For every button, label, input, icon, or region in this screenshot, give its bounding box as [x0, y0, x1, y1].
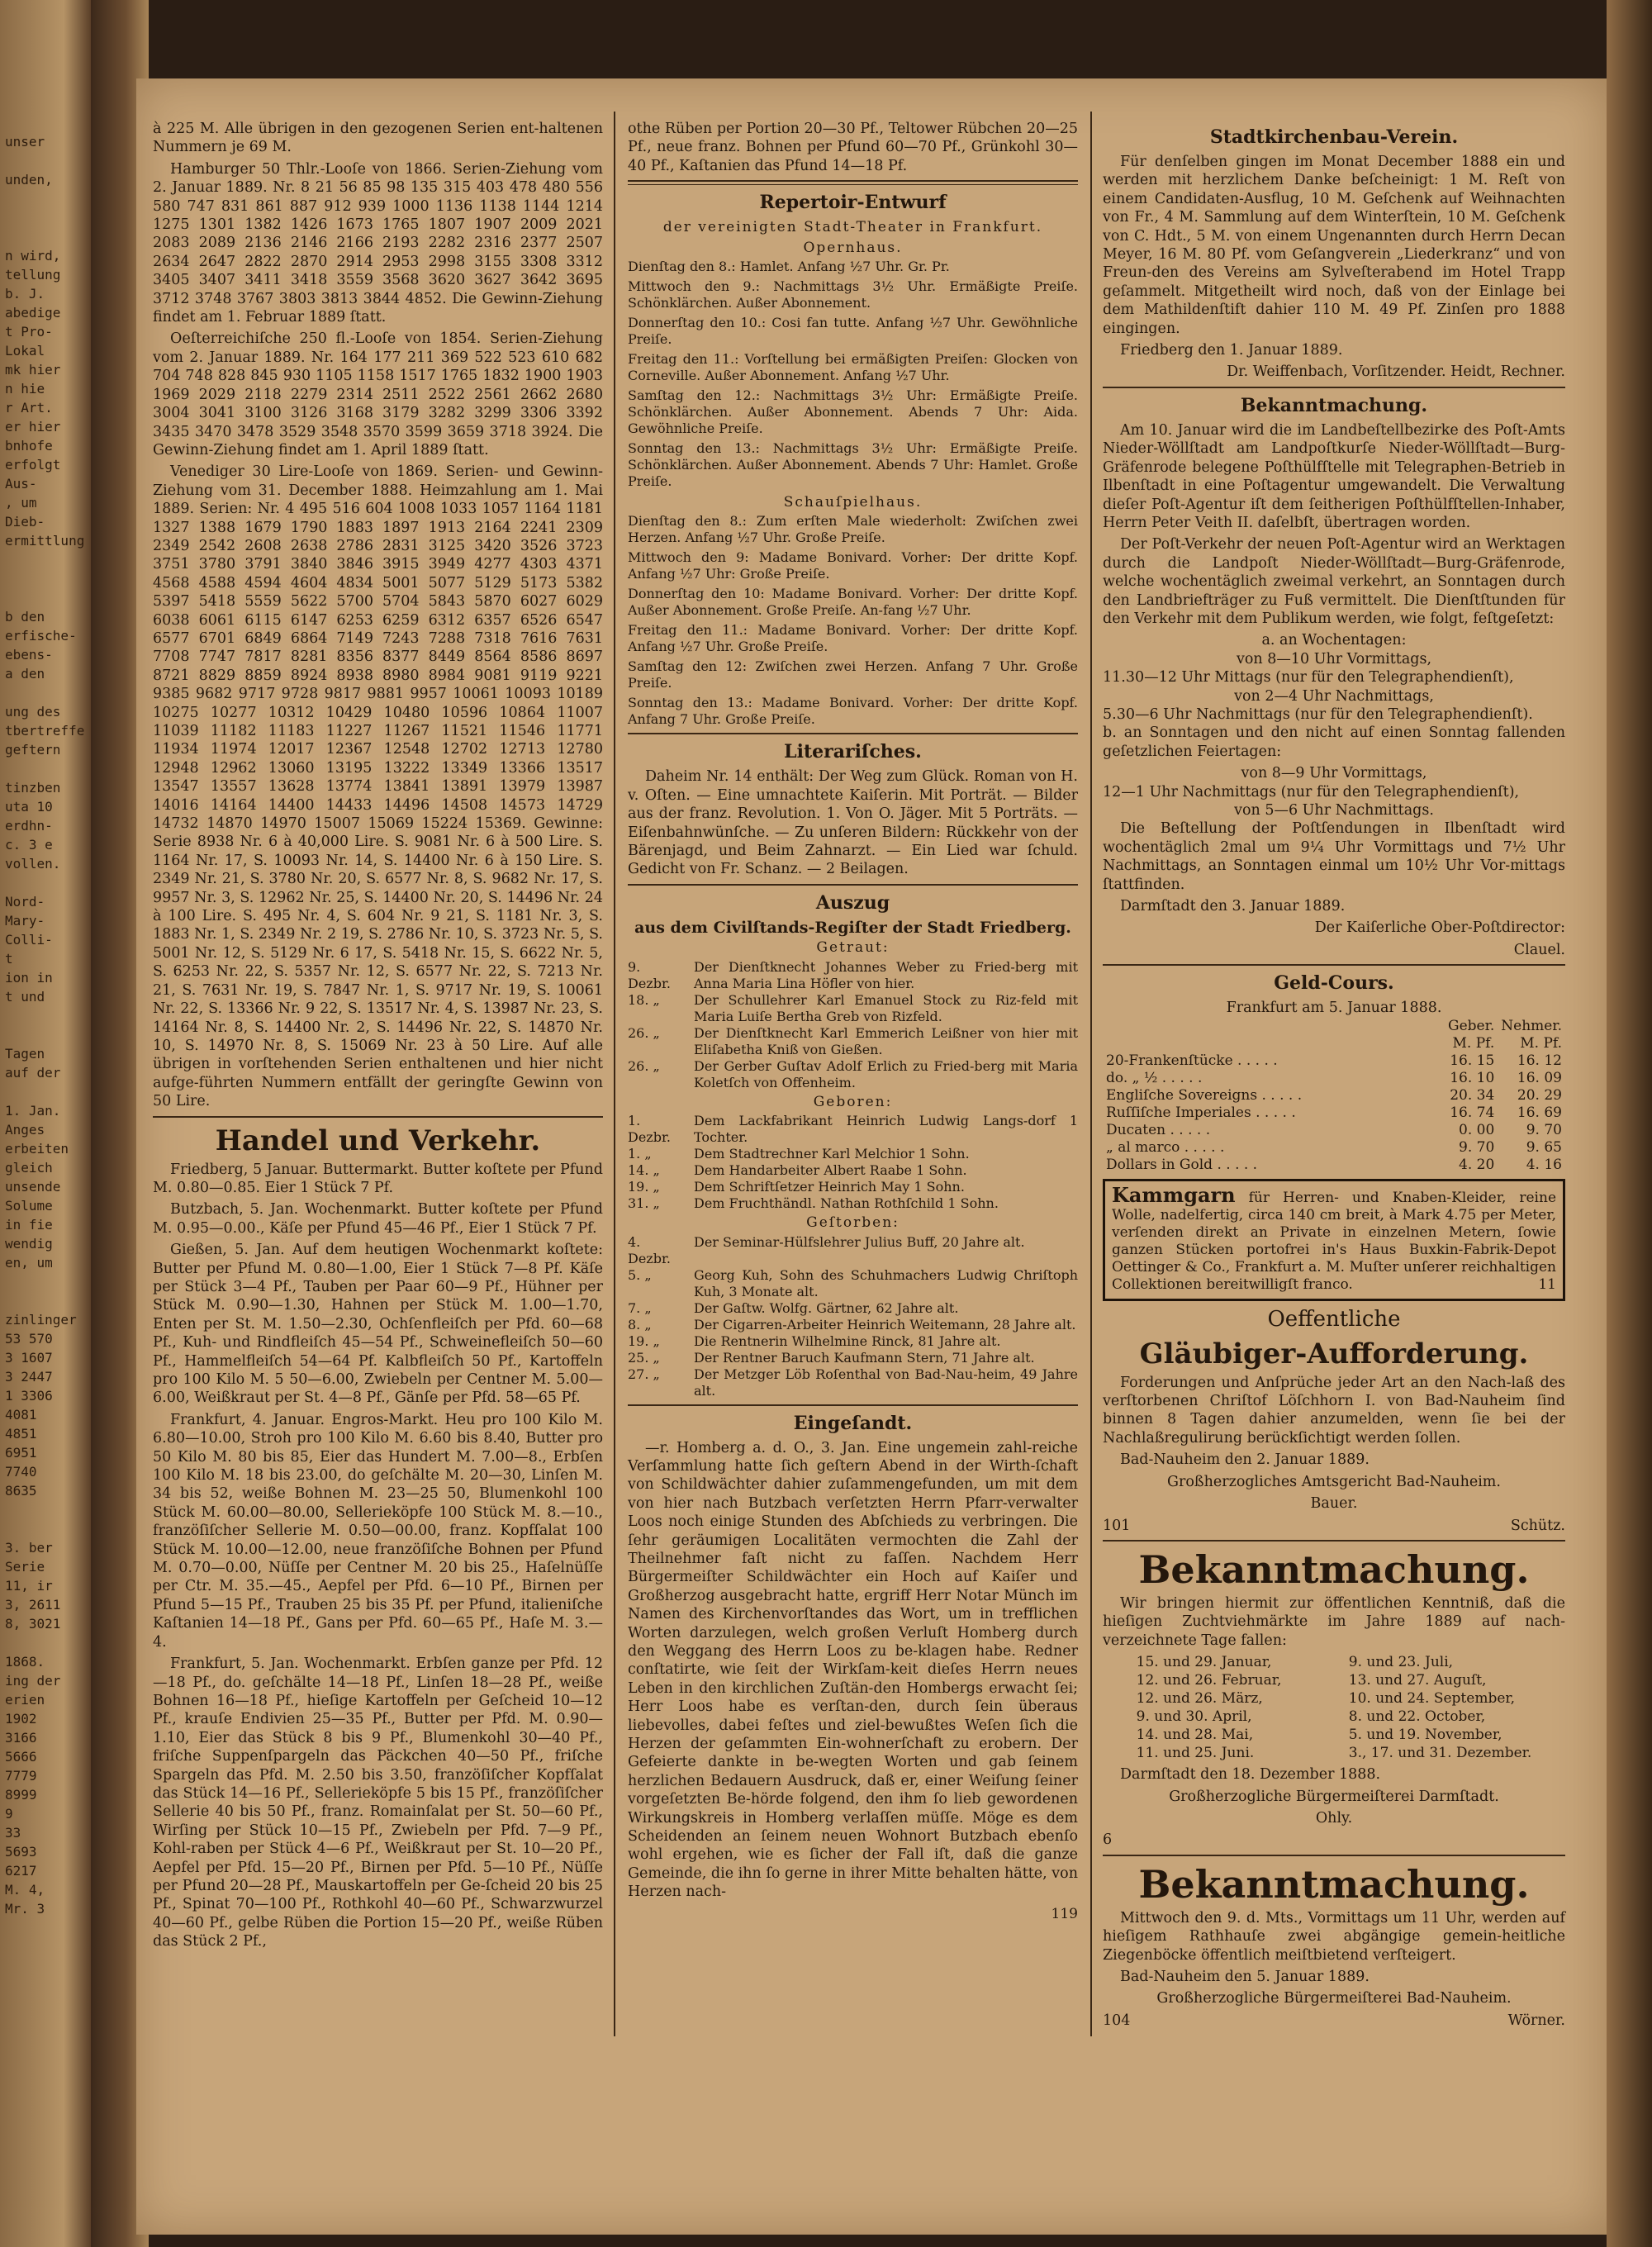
section-heading-handel: Handel und Verkehr. [215, 1124, 541, 1157]
registry-entry [628, 992, 1078, 1025]
registry-entry [628, 1025, 1078, 1058]
registry-text: Dem Schriftſetzer Heinrich May 1 Sohn. [694, 1179, 965, 1195]
geboren-heading: Geboren: [813, 1093, 893, 1110]
opera-entry: Donnerſtag den 10.: Cosi fan tutte. Anfang ½7 Uhr. Gewöhnliche Preiſe. [628, 315, 1078, 348]
registry-date: 26. „ [628, 1024, 660, 1041]
hours-heading: a. an Wochentagen: [1261, 632, 1407, 649]
section-divider [153, 1116, 603, 1118]
kirchenbau-signature: Dr. Weiffenbach, Vorſitzender. Heidt, Rechner. [1227, 363, 1565, 381]
column-rule [1090, 112, 1092, 2036]
ad-brand: Kammgarn [1112, 1182, 1236, 1207]
section-divider [628, 1404, 1078, 1406]
market-date: 12. und 26. Februar, [1136, 1672, 1282, 1689]
opernhaus-heading: Opernhaus. [803, 239, 903, 256]
market-report: Frankfurt, 4. Januar. Engros-Markt. Heu pro 100 Kilo M. 6.80—10.00, Stroh pro 100 Kilo M. 6.60 bis 8.40, Butter pro 50 Kilo M. 80 bis 85, Eier das Hundert M. 7.00—8., Erbſen 100 Kilo M. 18 bis 23.00, do geſchälte M. 20—30, Linſen M. 34 bis 52, weiße Bohnen M. 23—25 50, Blumenkohl 100 Stück M. 60.00—80.00, Sellerieköpfe 100 Stück M. 8.—10., franzöſiſcher Sellerie M. 0.50—00.00, franz. Kopfſalat 100 Stück M. 10.00—12.00, neue franzöſiſche Bohnen per Pfund M. 0.70—0.00, Nüſſe per Centner M. 20 bis 25., Haſelnüſſe per Ctr. M. 35.—45., Aepfel per Pfd. 6—10 Pf., Birnen per Pfund 5—15 Pf., Trauben 25 bis 35 Pf. per Pfund, italieniſche Kaſtanien 14—18 Pf., Gans per Pfd. 60—65 Pf., Haſe M. 3.—4. [153, 1411, 603, 1651]
repertoir-subtitle: der vereinigten Stadt-Theater in Frankfurt. [662, 219, 1043, 236]
registry-text: Der Gaſtw. Wolfg. Gärtner, 62 Jahre alt. [694, 1299, 959, 1316]
table-row [1103, 1122, 1565, 1139]
bekanntmachung-signature: Clauel. [1513, 941, 1565, 958]
market-dates [1103, 1653, 1565, 1762]
lottery-paragraph: Oeſterreichiſche 250 fl.-Looſe von 1854. Serien-Ziehung vom 2. Januar 1889. Nr. 164 177 211 369 522 523 610 682 704 748 828 845 930 1105 1158 1517 1765 1832 1900 1903 1969 2029 2118 2279 2314 2511 2522 2561 2662 2680 3004 3041 3100 3126 3168 3179 3282 3299 3306 3392 3435 3470 3478 3529 3548 3570 3599 3659 3718 3924. Die Gewinn-Ziehung findet am 1. April 1889 ſtatt. [153, 330, 603, 458]
literarisches-text: Daheim Nr. 14 enthält: Der Weg zum Glück. Roman von H. v. Oſten. — Eine umnachtete Kaiſerin. Mit Porträt. — Bilder aus der franz. Revolution. 1. Von O. Jäger. Mit 5 Porträts. — Eiſenbahnwünſche. — Zu unſeren Bildern: Rückkehr von der Bärenjagd, und Beim Zahnarzt. — Ein Lied war ſchuld. Gedicht von Fr. Schanz. — 2 Beilagen. [628, 768, 1078, 878]
registry-date: 14. „ [628, 1162, 660, 1179]
registry-text: Die Rentnerin Wilhelmine Rinck, 81 Jahre alt. [694, 1333, 1001, 1349]
column-3 [1103, 120, 1565, 2053]
registry-entry [628, 1179, 1078, 1195]
registry-date: 9. Dezbr. [628, 958, 671, 991]
table-cell: do. „ ½ . . . . . [1106, 1069, 1203, 1086]
registry-text: Dem Fruchthändl. Nathan Rothſchild 1 Sohn. [694, 1195, 999, 1212]
registry-text: Der Rentner Baruch Kaufmann Stern, 71 Jahre alt. [694, 1349, 1035, 1366]
bekanntmachung-signature: Großherzogliche Bürgermeiſterei Bad-Nauheim. [1156, 1990, 1512, 2007]
market-report: Friedberg, 5 Januar. Buttermarkt. Butter koſtete per Pfund M. 0.80—0.85. Eier 1 Stück 7 Pf. [153, 1161, 603, 1196]
market-date: 14. und 28. Mai, [1136, 1727, 1254, 1744]
column-header: M. Pf. [1520, 1034, 1562, 1052]
section-heading-auszug: Auszug [815, 891, 890, 914]
table-cell: 16. 74 [1450, 1104, 1495, 1121]
bekanntmachung-signature: Der Kaiſerliche Ober-Poſtdirector: [1314, 919, 1565, 937]
table-cell: 9. 70 [1526, 1121, 1562, 1138]
table-cell: 16. 69 [1517, 1104, 1562, 1121]
theatre-listing [628, 513, 1078, 728]
table-cell: 16. 10 [1450, 1069, 1495, 1086]
table-row [1103, 1087, 1565, 1104]
opera-listing [628, 259, 1078, 490]
theatre-entry: Mittwoch den 9: Madame Bonivard. Vorher: Der dritte Kopf. Anfang ½7 Uhr: Große Preiſe. [628, 549, 1078, 582]
section-heading-literarisches: Literariſches. [784, 741, 922, 763]
glaeubiger-heading: Gläubiger-Aufforderung. [1139, 1337, 1529, 1371]
hours-line: von 2—4 Uhr Nachmittags, [1234, 687, 1434, 705]
ad-number: 119 [1051, 1905, 1078, 1922]
market-date: 8. und 22. October, [1348, 1708, 1486, 1726]
geboren-list [628, 1113, 1078, 1212]
market-date: 5. und 19. November, [1348, 1727, 1502, 1744]
table-cell: 20-Frankenſtücke . . . . . [1106, 1052, 1278, 1069]
registry-text: Der Schullehrer Karl Emanuel Stock zu Riz-feld mit Maria Luiſe Bertha Greb von Rizfeld. [694, 991, 1078, 1024]
registry-date: 1. „ [628, 1146, 652, 1162]
glaeubiger-signature: Großherzogliches Amtsgericht Bad-Nauheim. [1167, 1473, 1501, 1490]
registry-date: 7. „ [628, 1299, 652, 1316]
section-divider [628, 733, 1078, 734]
table-cell: 0. 00 [1459, 1121, 1495, 1138]
opera-entry: Freitag den 11.: Vorſtellung bei ermäßigten Preiſen: Glocken von Corneville. Außer Abonnement. Anfang ½7 Uhr. [628, 351, 1078, 384]
hours-line: von 8—10 Uhr Vormittags, [1236, 650, 1432, 667]
registry-text: Der Dienſtknecht Johannes Weber zu Fried-berg mit Anna Maria Lina Höfler von hier. [694, 958, 1078, 991]
registry-date: 25. „ [628, 1349, 660, 1366]
eingesandt-text: —r. Homberg a. d. O., 3. Jan. Eine ungemein zahl-reiche Verſammlung hatte ſich geſtern Abend in der Wirth-ſchaft von Schildwächter dahier zuſammengefunden, um mit dem von hier nach Butzbach verſetzten Herrn Pfarr-verwalter Loos noch einige Stunden des Abſchieds zu verbringen. Die ſehr geräumigen Localitäten vermochten die Zahl der Theilnehmer faſt nicht zu faſſen. Nachdem Herr Bürgermeiſter Schildwächter ein Hoch auf Kaiſer und Großherzog ausgebracht hatte, ergriff Herr Notar Münch im Namen des Kirchenvorſtandes das Wort, um in trefflichen Worten darzulegen, welch großen Verluſt Homberg durch den Weggang des Herrn Loos zu be-klagen habe. Redner conſtatirte, wie ſeit der Wirkſam-keit dieſes Herrn neues Leben in den kirchlichen Zuſtän-den Hombergs erwacht ſei; Herr Loos habe es verſtan-den, durch ſein überaus liebevolles, dabei feſtes und ziel-bewußtes Weſen ſich die Herzen der geſammten Ein-wohnerſchaft zu erobern. Der Gefeierte dankte in be-wegten Worten und gab ſeinem herzlichen Bedauern Ausdruck, daß er, einer Weiſung ſeiner vorgeſetzten Be-hörde folgend, den ihm ſo lieb gewordenen Wirkungskreis in Homberg verlaſſen müſſe. Möge es dem Scheidenden an ſeinem neuen Wohnort Butzbach ebenſo wohl ergehen, wie es ſicher der Fall iſt, daß die ganze Gemeinde, die ihn ſo gerne in ihrer Mitte behalten hätte, von Herzen nach- [628, 1439, 1078, 1901]
auszug-subtitle: aus dem Civilſtands-Regiſter der Stadt Friedberg. [634, 918, 1071, 937]
hours-heading: b. an Sonntagen und den nicht auf einen Sonntag fallenden geſetzlichen Feiertagen: [1103, 724, 1565, 760]
table-row [1103, 1104, 1565, 1122]
bekanntmachung-text: Wir bringen hiermit zur öffentlichen Kenntniß, daß die hieſigen Zuchtviehmärkte im Jahre 1889 auf nach-verzeichnete Tage fallen: [1103, 1594, 1565, 1649]
registry-text: Der Metzger Löb Roſenthal von Bad-Nau-heim, 49 Jahre alt. [694, 1366, 1078, 1399]
getraut-heading: Getraut: [816, 939, 890, 957]
section-divider [628, 884, 1078, 886]
market-date: 9. und 23. Juli, [1348, 1654, 1454, 1671]
theatre-entry: Sonntag den 13.: Madame Bonivard. Vorher: Der dritte Kopf. Anfang 7 Uhr. Große Preiſe. [628, 695, 1078, 728]
glaeubiger-text: Forderungen und Anſprüche jeder Art an den Nach-laß des verſtorbenen Chriſtof Löſchhorn I. von Bad-Nauheim ſind binnen 8 Tagen dahier anzumelden, wenn ſie bei der Nachlaßregulirung berückſichtigt werden ſollen. [1103, 1374, 1565, 1447]
getraut-list [628, 959, 1078, 1091]
table-cell: 20. 34 [1450, 1086, 1495, 1104]
ad-number: 104 [1103, 2012, 1131, 2029]
column-1 [153, 120, 603, 2053]
table-cell: 9. 70 [1459, 1138, 1495, 1156]
oeffentliche-heading: Oeffentliche [1267, 1306, 1401, 1332]
registry-date: 18. „ [628, 991, 660, 1008]
ad-number: 101 [1103, 1517, 1131, 1534]
registry-text: Dem Handarbeiter Albert Raabe 1 Sohn. [694, 1162, 967, 1179]
bekanntmachung-large-heading: Bekanntmachung. [1138, 1861, 1530, 1907]
ad-text: für Herren- und Knaben-Kleider, reine Wolle, nadelfertig, circa 140 cm breit, à Mark 4.75 per Meter, verſenden direkt an Private in einzelnen Metern, ſowie ganzen Stücken portofrei in's Haus Buxkin-Fabrik-Depot Oettinger & Co., Frankfurt a. M. Muſter unſerer reichhaltigen Collektionen bereitwilligſt franco. [1112, 1189, 1557, 1293]
opera-entry: Samſtag den 12.: Nachmittags 3½ Uhr: Ermäßigte Preiſe. Schönklärchen. Außer Abonnement. Abends 7 Uhr: Aida. Gewöhnliche Preiſe. [628, 387, 1078, 437]
registry-text: Der Dienſtknecht Karl Emmerich Leißner von hier mit Eliſabetha Kniß von Gießen. [694, 1024, 1078, 1057]
ad-signature: Schütz. [1510, 1517, 1565, 1534]
section-heading-geld-cours: Geld-Cours. [1274, 972, 1394, 995]
opera-entry: Mittwoch den 9.: Nachmittags 3½ Uhr. Ermäßigte Preiſe. Schönklärchen. Außer Abonnement. [628, 278, 1078, 311]
market-date: 11. und 25. Juni. [1136, 1745, 1255, 1762]
table-row [1103, 1052, 1565, 1070]
registry-text: Georg Kuh, Sohn des Schuhmachers Ludwig Chriſtoph Kuh, 3 Monate alt. [694, 1266, 1078, 1299]
table-cell: Ducaten . . . . . [1106, 1121, 1211, 1138]
registry-date: 19. „ [628, 1179, 660, 1195]
lottery-paragraph: Venediger 30 Lire-Looſe von 1869. Serien- und Gewinn-Ziehung vom 31. December 1888. Heimzahlung am 1. Mai 1889. Serien: Nr. 4 495 516 604 1008 1033 1057 1164 1181 1327 1388 1679 1790 1883 1897 1913 2164 2241 2309 2349 2542 2608 2638 2786 2831 3125 3420 3526 3723 3751 3780 3791 3840 3846 3915 3949 4277 4303 4371 4568 4588 4594 4604 4834 5001 5077 5129 5173 5382 5397 5418 5559 5622 5700 5704 5843 5870 6027 6029 6038 6061 6115 6147 6253 6259 6312 6357 6526 6547 6577 6701 6849 6864 7149 7243 7288 7318 7616 7631 7708 7747 7817 8281 8356 8377 8449 8564 8586 8697 8721 8829 8859 8924 8938 8980 8984 9081 9119 9221 9385 9682 9717 9728 9817 9881 9957 10061 10093 10189 10275 10277 10312 10429 10480 10596 10864 11007 11039 11182 11183 11227 11267 11521 11546 11771 11934 11974 12017 12367 12548 12702 12713 12780 12948 12962 13060 13195 13222 13349 13366 13517 13547 13557 13628 13774 13841 13891 13979 13987 14016 14164 14400 14433 14496 14508 14573 14729 14732 14870 14970 15007 15069 15224 15369. Gewinne: Serie 8938 Nr. 6 à 40,000 Lire. S. 9081 Nr. 6 à 500 Lire. S. 1164 Nr. 17, S. 10093 Nr. 14, S. 14400 Nr. 6 à 150 Lire. S. 2349 Nr. 21, S. 3780 Nr. 20, S. 6577 Nr. 8, S. 9682 Nr. 17, S. 9957 Nr. 3, S. 12962 Nr. 25, S. 14400 Nr. 20, S. 14496 Nr. 24 à 100 Lire. S. 495 Nr. 4, S. 604 Nr. 9 21, S. 1181 Nr. 3, S. 1883 Nr. 1, S. 2349 Nr. 2 19, S. 2786 Nr. 10, S. 3723 Nr. 5, S. 5001 Nr. 12, S. 5129 Nr. 6 17, S. 5418 Nr. 15, S. 6622 Nr. 5, S. 6253 Nr. 22, S. 5357 Nr. 12, S. 6577 Nr. 22, S. 7213 Nr. 21, S. 7631 Nr. 19, S. 7847 Nr. 1, S. 9717 Nr. 19, S. 10061 Nr. 22, S. 13366 Nr. 9 22, S. 13517 Nr. 4, S. 13987 Nr. 23, S. 14164 Nr. 8, S. 14400 Nr. 2, S. 14496 Nr. 22, S. 14870 Nr. 10, S. 14970 Nr. 8, S. 15069 Nr. 23 à 50 Lire. Auf alle übrigen in vorſtehenden Serien enthaltenen und hier nicht aufge-führten Nummern entfällt der geringſte Gewinn von 50 Lire. [153, 463, 603, 1110]
ad-number: 6 [1103, 1831, 1113, 1849]
section-heading-eingesandt: Eingeſandt. [793, 1412, 913, 1434]
registry-entry [628, 1333, 1078, 1350]
section-divider [1103, 1540, 1565, 1542]
column-2 [628, 120, 1078, 2053]
table-cell: 4. 20 [1459, 1156, 1495, 1173]
table-cell: 16. 12 [1517, 1052, 1562, 1069]
market-report: Gießen, 5. Jan. Auf dem heutigen Wochenmarkt koſtete: Butter per Pfund M. 0.80—1.00, Eier 1 Stück 7—8 Pf. Käſe per Stück 3—4 Pf., Tauben per Paar 60—9 Pf., Hühner per Stück M. 0.90—1.30, Hahnen per Stück M. 1.00—1.70, Enten per St. M. 1.50—2.30, Ochſenfleiſch per Pfd. 60—68 Pf., Kuh- und Rindfleiſch 45—54 Pf., Schweinefleiſch 50—60 Pf., Hammelfleiſch 54—64 Pf. Kalbfleiſch 50 Pf., Kartoffeln pro 100 Kilo M. 5 50—6.00, Zwiebeln per Centner M. 5.00—6.00, Weißkraut per St. 4—8 Pf., Gänſe per Pfd. 58—65 Pf. [153, 1242, 603, 1407]
glaeubiger-date: Bad-Nauheim den 2. Januar 1889. [1120, 1451, 1370, 1469]
bekanntmachung-large-heading: Bekanntmachung. [1138, 1546, 1530, 1592]
right-page-edge [1607, 0, 1652, 2247]
theatre-entry: Donnerſtag den 10: Madame Bonivard. Vorher: Der dritte Kopf. Außer Abonnement. Große Preiſe. An-fang ½7 Uhr. [628, 586, 1078, 619]
table-cell: Engliſche Sovereigns . . . . . [1106, 1086, 1303, 1104]
column-rule [614, 112, 615, 2036]
market-date: 3., 17. und 31. Dezember. [1348, 1745, 1532, 1762]
registry-date: 19. „ [628, 1333, 660, 1349]
hours-line: von 8—9 Uhr Vormittags, [1241, 765, 1427, 782]
column-header: Nehmer. [1501, 1017, 1562, 1034]
kirchenbau-date: Friedberg den 1. Januar 1889. [1120, 342, 1343, 359]
bekanntmachung-signature: Großherzogliche Bürgermeiſterei Darmſtadt. [1169, 1788, 1499, 1805]
bekanntmachung-date: Darmſtadt den 18. Dezember 1888. [1120, 1766, 1381, 1784]
bekanntmachung-date: Bad-Nauheim den 5. Januar 1889. [1120, 1968, 1370, 1985]
schauspielhaus-heading: Schauſpielhaus. [783, 494, 923, 511]
bekanntmachung-text: Der Poſt-Verkehr der neuen Poſt-Agentur wird an Werktagen durch die Landpoſt Nieder-Wöllſtadt—Burg-Gräfenrode, welche wochentäglich zweimal verkehrt, an Sonntagen durch den Landbriefträger zu Fuß vermittelt. Die Dienſtſtunden für den Verkehr mit dem Publikum werden, wie folgt, feſtgeſetzt: [1103, 536, 1565, 627]
left-page-fragment: unser unden, n wird, tellung b. J. abedige t Pro- Lokal mk hier n hie r Art. er hier bnhofe erfolgt Aus- , um Dieb- ermittlung b den erfische- ebens- a den ung des tbertreffe geftern tinzben uta 10 erdhn- c. 3 e vollen. Nord- Mary- Colli- t ion in t und Tagen auf der 1. Jan. Anges erbeiten gleich unsende Solume in fie wendig en, um zinlinger 53 570 3 1607 3 2447 1 3306 4081 4851 6951 7740 8635 3. ber Serie 11, ir 3, 2611 8, 3021 1868. ing der erien 1902 3166 5666 7779 8999 9 33 5693 6217 M. 4, Mr. 3 [5, 134, 85, 1917]
table-row [1103, 1070, 1565, 1087]
market-dates-right [1349, 1653, 1532, 1762]
kammgarn-advertisement [1103, 1179, 1565, 1301]
market-dates-left [1137, 1653, 1282, 1762]
registry-entry [628, 1366, 1078, 1399]
bekanntmachung-date: Darmſtadt den 3. Januar 1889. [1120, 898, 1346, 915]
gestorben-heading: Geſtorben: [806, 1214, 900, 1232]
registry-entry [628, 1146, 1078, 1162]
bekanntmachung-signature: Ohly. [1315, 1809, 1353, 1827]
theatre-entry: Freitag den 11.: Madame Bonivard. Vorher: Der dritte Kopf. Anfang ½7 Uhr. Große Preiſe. [628, 622, 1078, 655]
registry-entry [628, 1113, 1078, 1146]
ad-number: 11 [1538, 1276, 1556, 1293]
hours-line: 12—1 Uhr Nachmittags (nur für den Telegraphendienſt), [1103, 783, 1520, 800]
market-continued: othe Rüben per Portion 20—30 Pf., Teltower Rübchen 20—25 Pf., neue franz. Bohnen per Pfund 60—70 Pf., Grünkohl 30—40 Pf., Kaſtanien das Pfund 14—18 Pf. [628, 121, 1078, 174]
registry-text: Der Seminar-Hülfslehrer Julius Buff, 20 Jahre alt. [694, 1233, 1025, 1250]
section-heading-repertoir: Repertoir-Entwurf [759, 192, 947, 214]
market-report: Butzbach, 5. Jan. Wochenmarkt. Butter koſtete per Pfund M. 0.95—0.00., Käſe per Pfund 45—46 Pf., Eier 1 Stück 7 Pf. [153, 1201, 603, 1237]
section-heading-bekanntmachung: Bekanntmachung. [1240, 394, 1428, 416]
section-heading-kirchenbau: Stadtkirchenbau-Verein. [1209, 126, 1459, 148]
table-cell: Ruſſiſche Imperiales . . . . . [1106, 1104, 1296, 1121]
registry-entry [628, 1350, 1078, 1366]
hours-line: von 5—6 Uhr Nachmittags. [1234, 802, 1434, 819]
bekanntmachung-text: Mittwoch den 9. d. Mts., Vormittags um 11 Uhr, werden auf hieſigem Rathhauſe zwei abgängige gemein-heitliche Ziegenböcke öffentlich meiſtbietend verſteigert. [1103, 1909, 1565, 1964]
registry-date: 27. „ [628, 1366, 660, 1382]
section-divider [1103, 1855, 1565, 1856]
table-row [1103, 1157, 1565, 1174]
registry-text: Der Cigarren-Arbeiter Heinrich Weitemann, 28 Jahre alt. [694, 1316, 1076, 1333]
hours-line: 11.30—12 Uhr Mittags (nur für den Telegraphendienſt), [1103, 669, 1514, 686]
registry-entry [628, 1300, 1078, 1317]
registry-date: 4. Dezbr. [628, 1233, 671, 1266]
market-date: 9. und 30. April, [1136, 1708, 1252, 1726]
registry-entry [628, 1195, 1078, 1212]
bekanntmachung-text: Die Beſtellung der Poſtſendungen in Ilbenſtadt wird wochentäglich 2mal um 9¼ Uhr Vormittags und 7½ Uhr Nachmittags, an Sonntagen einmal um 10½ Uhr Vor-mittags ſtattfinden. [1103, 820, 1565, 893]
table-cell: „ al marco . . . . . [1106, 1138, 1225, 1156]
market-date: 12. und 26. März, [1136, 1690, 1263, 1708]
table-cell: 16. 09 [1517, 1069, 1562, 1086]
table-row [1103, 1139, 1565, 1157]
registry-date: 5. „ [628, 1266, 652, 1283]
registry-entry [628, 1234, 1078, 1267]
exchange-rate-table [1103, 1018, 1565, 1174]
opera-entry: Sonntag den 13.: Nachmittags 3½ Uhr: Ermäßigte Preiſe. Schönklärchen. Außer Abonnement. Abends 7 Uhr: Hamlet. Große Preiſe. [628, 440, 1078, 490]
market-date: 13. und 27. Auguſt, [1348, 1672, 1487, 1689]
registry-date: 31. „ [628, 1195, 660, 1212]
registry-entry [628, 1058, 1078, 1091]
table-cell: 20. 29 [1517, 1086, 1562, 1104]
table-cell: 16. 15 [1450, 1052, 1495, 1069]
bekanntmachung-signature: Wörner. [1507, 2012, 1565, 2029]
lottery-paragraph: à 225 M. Alle übrigen in den gezogenen Serien ent-haltenen Nummern je 69 M. [153, 121, 603, 156]
table-cell: Dollars in Gold . . . . . [1106, 1156, 1258, 1173]
glaeubiger-signature: Bauer. [1310, 1495, 1358, 1513]
column-header: M. Pf. [1452, 1034, 1495, 1052]
newspaper-page [136, 78, 1607, 2235]
registry-text: Dem Lackfabrikant Heinrich Ludwig Langs-dorf 1 Tochter. [694, 1113, 1078, 1146]
registry-date: 1. Dezbr. [628, 1113, 671, 1146]
section-divider [1103, 387, 1565, 388]
kirchenbau-text: Für denſelben gingen im Monat December 1888 ein und werden mit herzlichem Danke beſcheinigt: 1 M. Reſt von einem Candidaten-Ausflug, 10 M. Geſchenk auf Weihnachten von Fr., 4 M. Sammlung auf dem Winterſtein, 10 M. Geſchenk von C. Hdt., 5 M. von einem Ungenannten durch Herrn Decan Meyer, 16 M. 80 Pf. vom Geſangverein „Liederkranz“ und von Freun-den des Vereins am Sylveſterabend im Hotel Trapp geſammelt. Mitgetheilt wird noch, daß von der Einlage bei dem Mathildenſtift dahier 110 M. 49 Pf. Zinſen pro 1888 eingingen. [1103, 154, 1565, 337]
section-divider [628, 180, 1078, 185]
left-page-edge [0, 0, 91, 2247]
registry-date: 26. „ [628, 1057, 660, 1074]
registry-entry [628, 1162, 1078, 1179]
market-date: 10. und 24. September, [1348, 1690, 1516, 1708]
theatre-entry: Samſtag den 12: Zwiſchen zwei Herzen. Anfang 7 Uhr. Große Preiſe. [628, 658, 1078, 691]
table-cell: 9. 65 [1526, 1138, 1562, 1156]
column-header: Geber. [1448, 1017, 1495, 1034]
market-date: 15. und 29. Januar, [1136, 1654, 1272, 1671]
registry-entry [628, 1317, 1078, 1333]
registry-date: 8. „ [628, 1316, 652, 1333]
lottery-paragraph: Hamburger 50 Thlr.-Looſe von 1866. Serien-Ziehung vom 2. Januar 1889. Nr. 8 21 56 85 98 135 315 403 478 480 556 580 747 831 861 887 912 939 1000 1136 1138 1144 1214 1275 1301 1382 1426 1673 1765 1807 1907 2009 2021 2083 2089 2136 2146 2166 2193 2282 2316 2377 2507 2634 2647 2822 2870 2914 2953 2998 3155 3308 3312 3405 3407 3411 3418 3559 3568 3620 3627 3642 3695 3712 3748 3767 3803 3813 3844 4852. Die Gewinn-Ziehung findet am 1. Februar 1889 ſtatt. [153, 160, 603, 326]
registry-text: Der Gerber Guſtav Adolf Erlich zu Fried-berg mit Maria Koletſch von Offenheim. [694, 1057, 1078, 1090]
table-cell: 4. 16 [1526, 1156, 1562, 1173]
opera-entry: Dienſtag den 8.: Hamlet. Anfang ½7 Uhr. Gr. Pr. [628, 259, 950, 275]
geld-cours-subtitle: Frankfurt am 5. Januar 1888. [1226, 1000, 1442, 1017]
market-report: Frankfurt, 5. Jan. Wochenmarkt. Erbſen ganze per Pfd. 12—18 Pf., do. geſchälte 14—18 Pf., Linſen 18—28 Pf., weiße Bohnen 16—18 Pf., hieſige Kartoffeln per Geſcheid 10—12 Pf., krauſe Endivien 25—35 Pf., Butter per Pfd. M. 0.90—1.10, Eier das Stück 8 bis 9 Pf., Blumenkohl 30—40 Pf., friſche Suppenſpargeln das Päckchen 40—50 Pf., friſche Spargeln das Pfd. M. 2.50 bis 3.50, franzöſiſcher Kopfſalat das Stück 14—16 Pf., Sellerieköpfe 5 bis 15 Pf., franzöſiſcher Sellerie 40 bis 50 Pf., franz. Romainſalat per St. 50—60 Pf., Wirſing per Stück 10—15 Pf., Zwiebeln per Pfd. 7—9 Pf., Kohl-raben per Stück 4—6 Pf., Weißkraut per St. 10—20 Pf., Aepfel per Pfd. 15—20 Pf., Birnen per Pfd. 5—10 Pf., Nüſſe per Pfund 20—28 Pf., Mauskartoffeln per Ge-ſcheid 20 bis 25 Pf., Spinat 70—100 Pf., Rothkohl 40—60 Pf., Schwarzwurzel 40—60 Pf., gelbe Rüben die Portion 15—20 Pf., weiße Rüben das Stück 2 Pf., [153, 1656, 603, 1950]
bekanntmachung-text: Am 10. Januar wird die im Landbeſtellbezirke des Poſt-Amts Nieder-Wöllſtadt am Landpoſtkurſe Nieder-Wöllſtadt—Burg-Gräfenrode belegene Poſthülfſtelle mit Telegraphen-Betrieb in Ilbenſtadt in eine Poſtagentur umgewandelt. Die Verwaltung dieſer Poſt-Agentur iſt dem ſeitherigen Poſthülfſtellen-Inhaber, Herrn Peter Veith II. daſelbſt, übertragen worden. [1103, 421, 1565, 531]
hours-line: 5.30—6 Uhr Nachmittags (nur für den Telegraphendienſt). [1103, 705, 1533, 723]
registry-entry [628, 1267, 1078, 1300]
registry-text: Dem Stadtrechner Karl Melchior 1 Sohn. [694, 1146, 970, 1162]
gestorben-list [628, 1234, 1078, 1399]
theatre-entry: Dienſtag den 8.: Zum erſten Male wiederholt: Zwiſchen zwei Herzen. Anfang ½7 Uhr. Große Preiſe. [628, 513, 1078, 546]
section-divider [1103, 964, 1565, 966]
registry-entry [628, 959, 1078, 992]
